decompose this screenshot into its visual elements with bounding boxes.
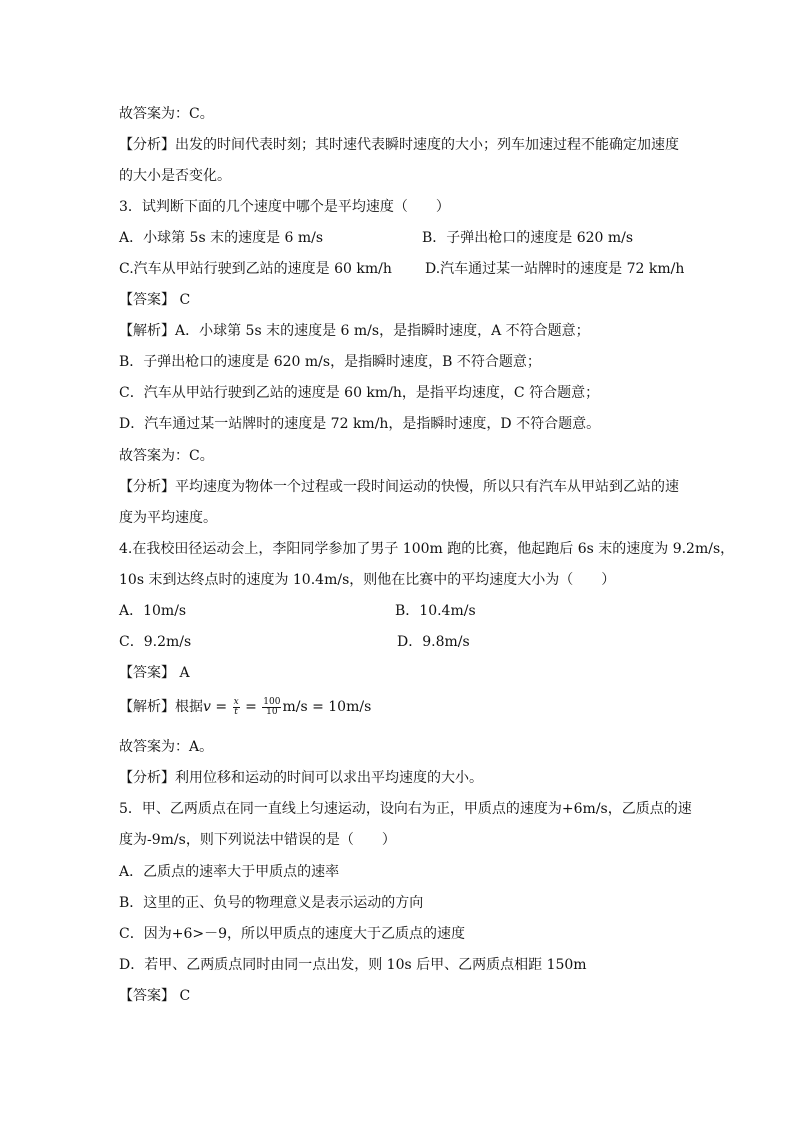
text-line: 度为-9m/s，则下列说法中错误的是（ ） (119, 832, 396, 848)
equals-sign: = (210, 699, 232, 715)
question-4-stem: 4.在我校田径运动会上，李阳同学参加了男子 100m 跑的比赛，他起跑后 6s 末的速度为 9.2m/s， (119, 541, 735, 557)
fraction-100-over-10 (262, 698, 281, 717)
answer-label: 【答案】 C (119, 988, 191, 1004)
q5-option-d: D．若甲、乙两质点同时由同一点出发，则 10s 后甲、乙两质点相距 150m (119, 957, 587, 973)
q3-option-b: B．子弹出枪口的速度是 620 m/s (422, 230, 634, 246)
text-line: 度为平均速度。 (119, 510, 217, 526)
q4-option-c: C．9.2m/s (119, 634, 192, 650)
answer-label: 【答案】 A (119, 665, 190, 681)
velocity-symbol: v (203, 699, 211, 715)
fraction-denominator: 10 (266, 706, 278, 717)
text-line: 故答案为：A。 (119, 739, 214, 755)
text-line: C．汽车从甲站行驶到乙站的速度是 60 km/h，是指平均速度，C 符合题意； (119, 385, 600, 401)
fraction-x-over-t (233, 698, 240, 717)
text-line: 故答案为：C。 (119, 448, 214, 464)
q3-option-a: A．小球第 5s 末的速度是 6 m/s (119, 230, 324, 246)
fraction-numerator: 100 (263, 696, 281, 707)
text-line: B．子弹出枪口的速度是 620 m/s，是指瞬时速度，B 不符合题意； (119, 354, 541, 370)
answer-label: 【答案】 C (119, 292, 191, 308)
question-5-stem: 5．甲、乙两质点在同一直线上匀速运动，设向右为正，甲质点的速度为+6m/s，乙质点的速 (119, 801, 692, 817)
q4-option-d: D．9.8m/s (397, 634, 470, 650)
fraction-numerator: x (233, 696, 239, 707)
equals-sign: = (240, 699, 262, 715)
q4-solution-formula (119, 697, 371, 717)
q5-option-c: C．因为+6>－9，所以甲质点的速度大于乙质点的速度 (119, 926, 465, 942)
q4-option-a: A．10m/s (119, 603, 187, 619)
text-line: 【解析】A．小球第 5s 末的速度是 6 m/s，是指瞬时速度，A 不符合题意； (119, 323, 590, 339)
question-3-stem: 3．试判断下面的几个速度中哪个是平均速度（ ） (119, 199, 450, 215)
text-line: D．汽车通过某一站牌时的速度是 72 km/h，是指瞬时速度，D 不符合题意。 (119, 416, 601, 432)
solution-prefix: 【解析】根据 (119, 699, 203, 715)
q5-option-a: A．乙质点的速率大于甲质点的速率 (119, 864, 340, 880)
q5-option-b: B．这里的正、负号的物理意义是表示运动的方向 (119, 895, 424, 911)
text-line: 10s 末到达终点时的速度为 10.4m/s，则他在比赛中的平均速度大小为（ ） (119, 572, 616, 588)
text-line: 的大小是否变化。 (119, 168, 231, 184)
text-line: 【分析】平均速度为物体一个过程或一段时间运动的快慢，所以只有汽车从甲站到乙站的速 (119, 479, 679, 495)
q4-option-b: B．10.4m/s (395, 603, 476, 619)
text-line: 【分析】利用位移和运动的时间可以求出平均速度的大小。 (119, 770, 483, 786)
q3-option-d: D.汽车通过某一站牌时的速度是 72 km/h (425, 261, 685, 277)
text-line: 故答案为：C。 (119, 106, 214, 122)
fraction-denominator: t (234, 706, 238, 717)
q3-option-c: C.汽车从甲站行驶到乙站的速度是 60 km/h (119, 261, 392, 277)
solution-tail: m/s = 10m/s (282, 699, 372, 715)
text-line: 【分析】出发的时间代表时刻；其时速代表瞬时速度的大小；列车加速过程不能确定加速度 (119, 137, 679, 153)
